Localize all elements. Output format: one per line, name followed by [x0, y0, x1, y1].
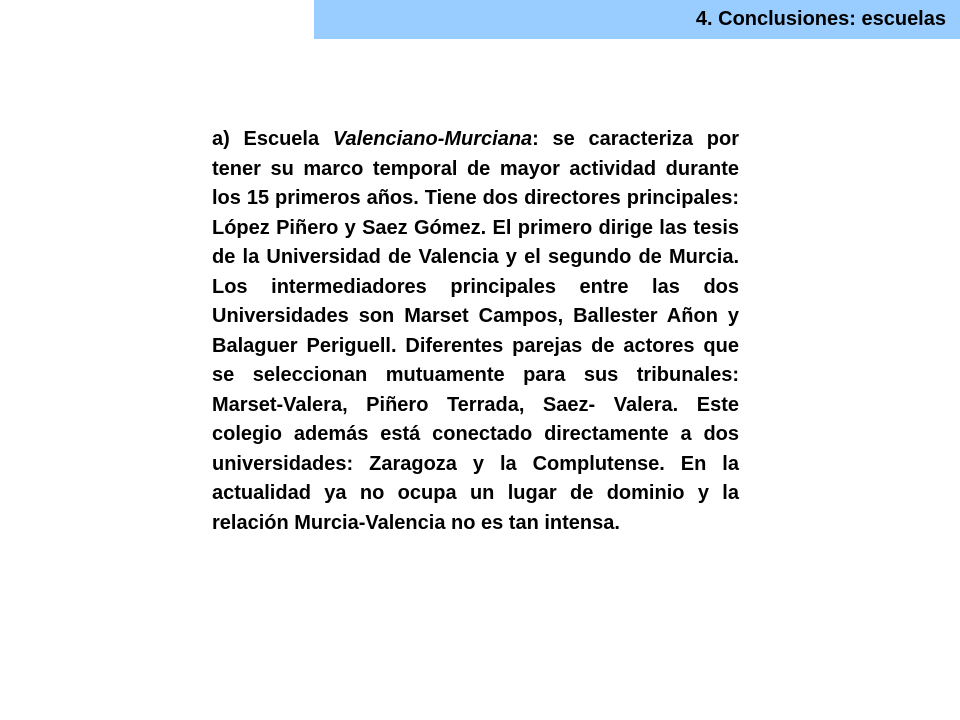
- conclusion-paragraph: [212, 125, 739, 538]
- slide-title: 4. Conclusiones: escuelas: [695, 8, 946, 30]
- slide-title-bar: [314, 0, 960, 39]
- item-prefix: a) Escuela: [212, 128, 333, 150]
- school-name: Valenciano-Murciana: [332, 128, 533, 150]
- item-body: : se caracteriza por tener su marco temporal de mayor actividad durante los 15 primeros años. Tiene dos directores principales: López Piñero y Saez Gómez. El primero dirige las tesis de la Universidad de Valencia y el segundo de Murcia. Los intermediadores principales entre las dos Universidades son Marset Campos, Ballester Añon y Balaguer Periguell. Diferentes parejas de actores que se seleccionan mutuamente para sus tribunales: Marset-Valera, Piñero Terrada, Saez- Valera. Este colegio además está conectado directamente a dos universidades: Zaragoza y la Complutense. En la actualidad ya no ocupa un lugar de dominio y la relación Murcia-Valencia no es tan intensa.: [212, 128, 739, 534]
